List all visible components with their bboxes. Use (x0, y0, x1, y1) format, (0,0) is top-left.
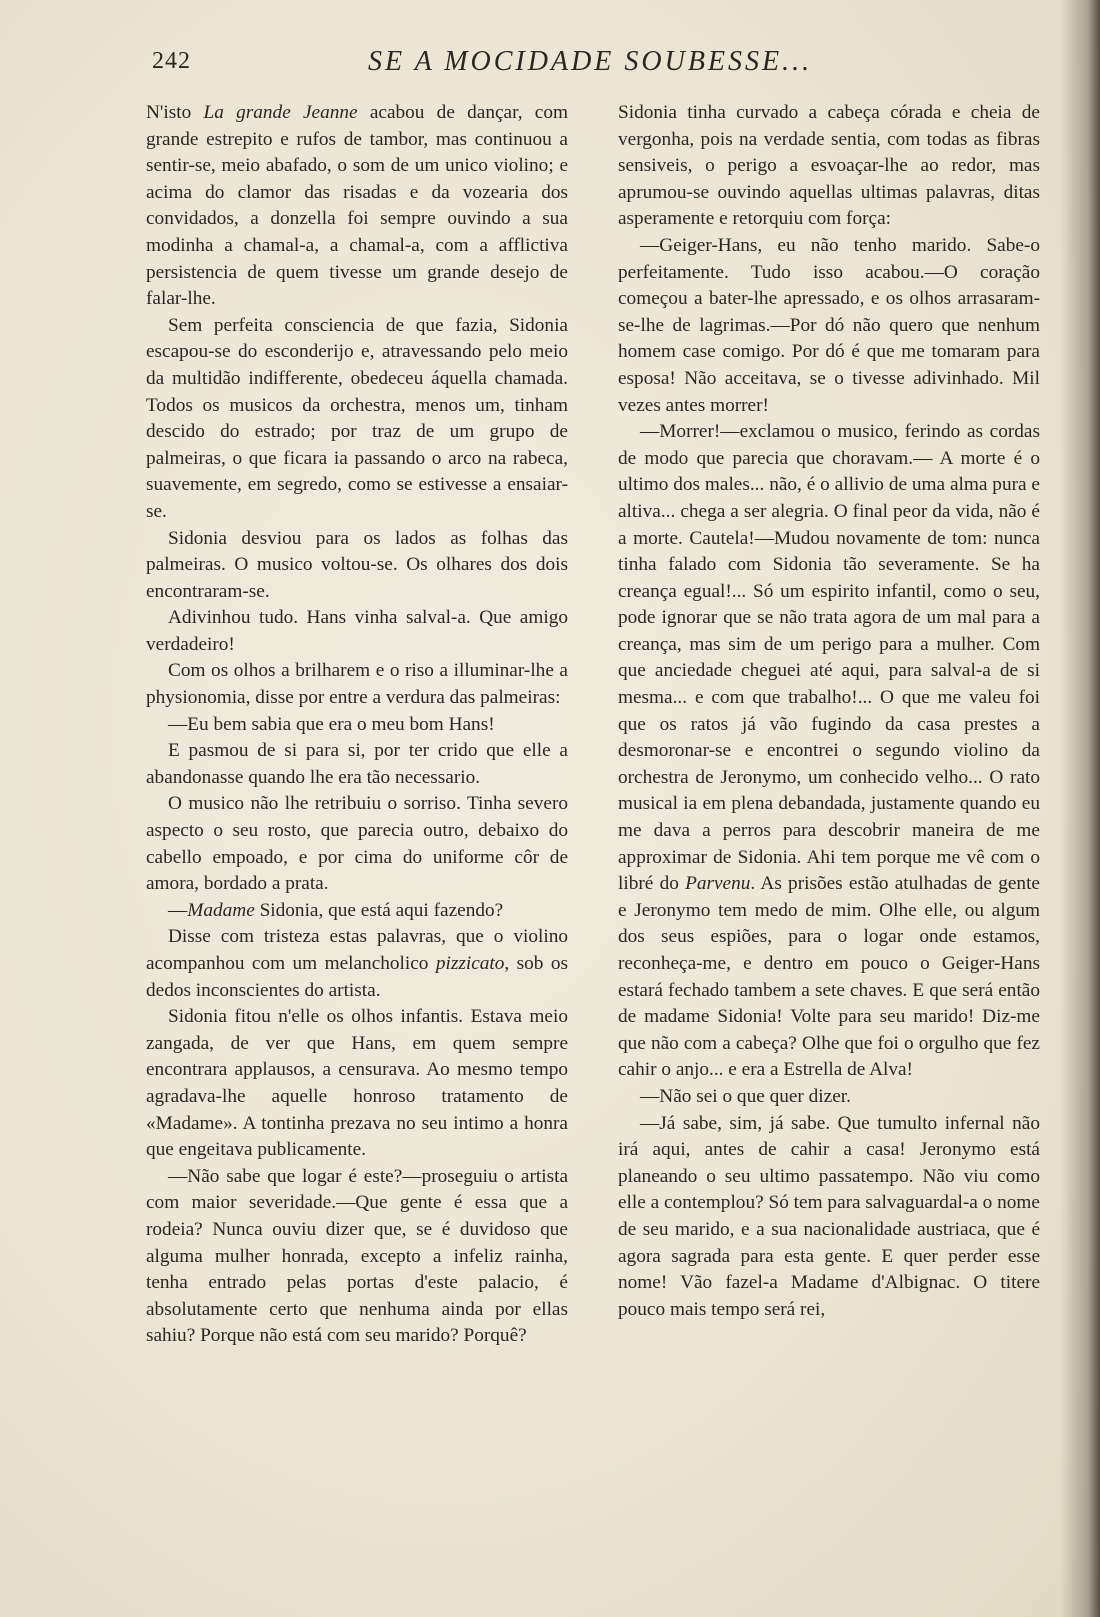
left-text-column (146, 100, 568, 1350)
paragraph: Adivinhou tudo. Hans vinha salval-a. Que amigo verdadeiro! (146, 607, 568, 655)
paragraph: —Não sei o que quer dizer. (640, 1085, 851, 1107)
paragraph: —Já sabe, sim, já sabe. Que tumulto infernal não irá aqui, antes de cahir a casa! Jeronymo está planeando o seu ultimo passatempo. Não viu como elle a contemplou? Só tem para salvaguardal-a o nome de seu marido, e a sua nacionalidade austriaca, que é agora sagrada para esta gente. E quer perder esse nome! Vão fazel-a Madame d'Albignac. O titere pouco mais tempo será rei, (618, 1112, 1040, 1320)
paragraph: —Não sabe que logar é este?—proseguiu o artista com maior severidade.—Que gente é essa que a rodeia? Nunca ouviu dizer que, se é duvidoso que alguma mulher honrada, excepto a infeliz rainha, tenha entrado pelas portas d'este palacio, é absolutamente certo que nenhuma ainda por ellas sahiu? Porque não está com seu marido? Porquê? (146, 1165, 568, 1347)
running-title: SE A MOCIDADE SOUBESSE... (368, 46, 813, 77)
paragraph: Sem perfeita consciencia de que fazia, Sidonia escapou-se do esconderijo e, atravessando pelo meio da multidão indifferente, obedeceu áquella chamada. Todos os musicos da orchestra, menos um, tinham descido do estrado; por traz de um grupo de palmeiras, o que ficara ia passando o arco na rabeca, suavemente, em segredo, como se estivesse a ensaiar-se. (146, 314, 568, 522)
right-text-column (618, 100, 1040, 1323)
paragraph: N'isto La grande Jeanne acabou de dançar, com grande estrepito e rufos de tambor, mas continuou a sentir-se, meio abafado, o som de um unico violino; e acima do clamor das risadas e da vozearia dos convidados, a donzella foi sempre ouvindo a sua modinha a chamal-a, a chamal-a, com a afflictiva persistencia de quem tivesse um grande desejo de falar-lhe. (146, 102, 568, 310)
paragraph: —Madame Sidonia, que está aqui fazendo? (168, 899, 504, 921)
paragraph: E pasmou de si para si, por ter crido que elle a abandonasse quando lhe era tão necessario. (146, 740, 568, 788)
paragraph: Sidonia fitou n'elle os olhos infantis. Estava meio zangada, de ver que Hans, em quem sempre encontrara applausos, a censurava. Ao mesmo tempo agradava-lhe aquelle honroso tratamento de «Madame». A tontinha prezava no seu intimo a honra que engeitava publicamente. (146, 1006, 568, 1161)
paragraph: —Eu bem sabia que era o meu bom Hans! (168, 713, 495, 735)
paragraph: Com os olhos a brilharem e o riso a illuminar-lhe a physionomia, disse por entre a verdura das palmeiras: (146, 660, 568, 709)
paragraph: Sidonia desviou para os lados as folhas das palmeiras. O musico voltou-se. Os olhares dos dois encontraram-se. (146, 527, 568, 602)
paragraph: O musico não lhe retribuiu o sorriso. Tinha severo aspecto o seu rosto, que parecia outro, debaixo do cabello empoado, e por cima do uniforme côr de amora, bordado a prata. (146, 793, 568, 895)
paragraph: Disse com tristeza estas palavras, que o violino acompanhou com um melancholico pizzicato, sob os dedos inconscientes do artista. (146, 926, 568, 1001)
paragraph: —Geiger-Hans, eu não tenho marido. Sabe-o perfeitamente. Tudo isso acabou.—O coração começou a bater-lhe apressado, e os olhos arrasaram-se-lhe de lagrimas.—Por dó não quero que nenhum homem case comigo. Por dó é que me tomaram para esposa! Não acceitava, se o tivesse adivinhado. Mil vezes antes morrer! (618, 234, 1040, 416)
paragraph: —Morrer!—exclamou o musico, ferindo as cordas de modo que parecia que choravam.— A morte é o ultimo dos males... não, é o allivio de uma alma pura e altiva... chega a ser alegria. O final peor da vida, não é a morte. Cautela!—Mudou novamente de tom: nunca tinha falado com Sidonia tão severamente. Se ha creança egual!... Só um espirito infantil, como o seu, pode ignorar que se não trata agora de um mal para a creança, mas sim de um perigo para a mulher. Com que anciedade cheguei até aqui, para salval-a de si mesma... e com que trabalho!... O que me valeu foi que os ratos já vão fugindo da casa prestes a desmoronar-se e encontrei o segundo violino da orchestra de Jeronymo, um conhecido velho... O rato musical ia em plena debandada, justamente quando eu me dava a perros para descobrir maneira de me approximar de Sidonia. Ahi tem porque me vê com o libré do Parvenu. As prisões estão atulhadas de gente e Jeronymo tem medo de mim. Olhe elle, ou algum dos seus espiões, para o logar onde estamos, reconheça-me, e dentro em pouco o Geiger-Hans estará fechado tambem a sete chaves. E que será então de madame Sidonia! Volte para seu marido! Diz-me que não com a cabeça? Olhe que foi o orgulho que fez cahir o anjo... e era a Estrella de Alva! (618, 421, 1040, 1081)
page-edge-shadow (1060, 0, 1100, 1617)
paragraph: Sidonia tinha curvado a cabeça córada e cheia de vergonha, pois na verdade sentia, com todas as fibras sensiveis, o perigo a esvoaçar-lhe ao redor, mas aprumou-se ouvindo aquellas ultimas palavras, ditas asperamente e retorquiu com força: (618, 102, 1040, 230)
page-number: 242 (152, 48, 191, 74)
